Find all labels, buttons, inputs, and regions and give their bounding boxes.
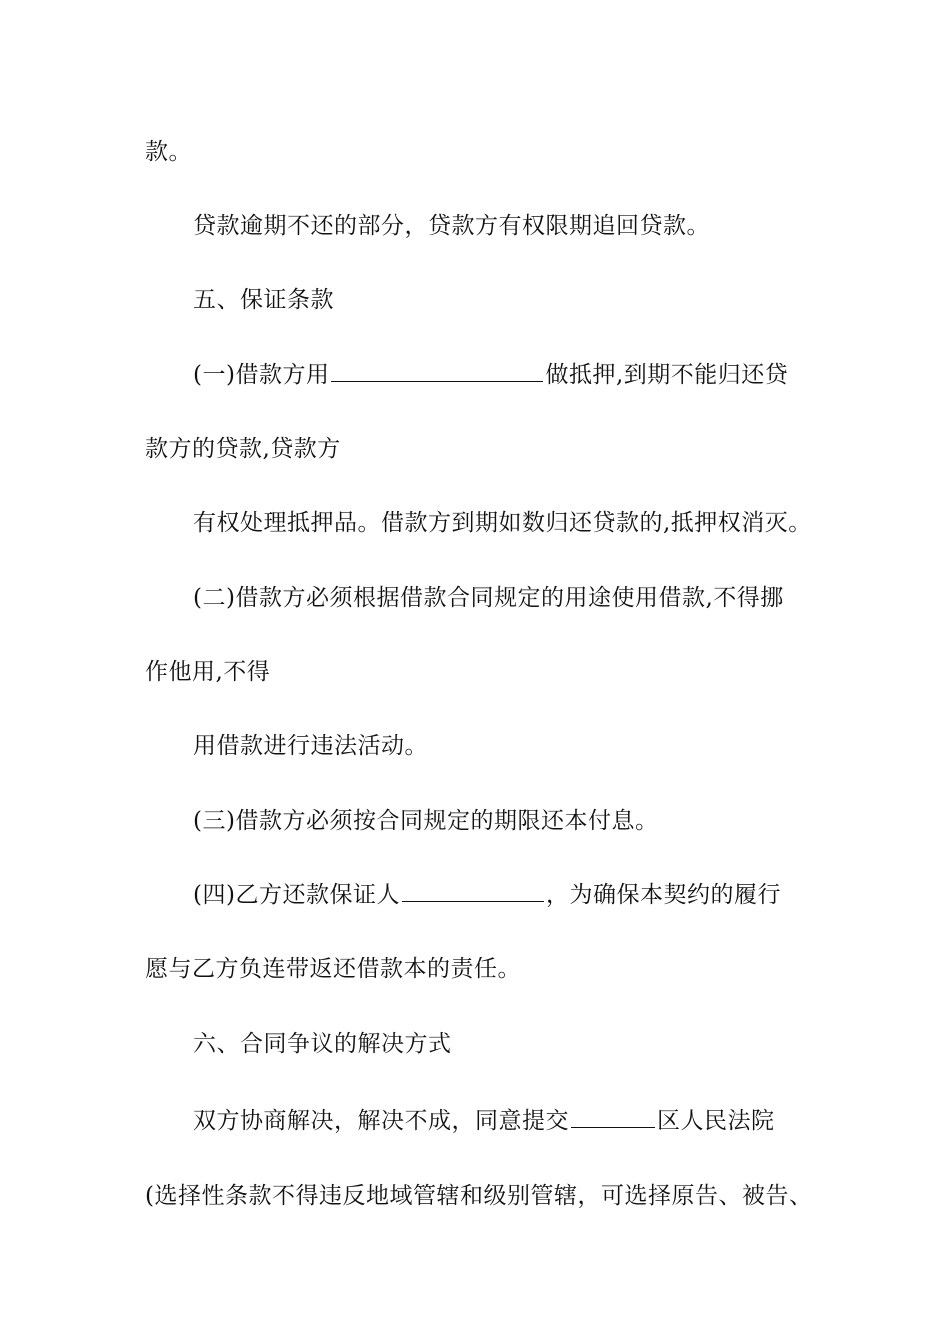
line-text: (选择性条款不得违反地域管辖和级别管辖，可选择原告、被告、 [145,1183,813,1209]
line-text: 有权处理抵押品。借款方到期如数归还贷款的,抵押权消灭。 [193,510,812,536]
line-text: 双方协商解决，解决不成，同意提交 [193,1108,569,1134]
line-text: ，为确保本契约的履行 [545,882,781,908]
paragraph-line [193,1106,775,1136]
line-text: 款。 [145,139,192,165]
line-text: (二)借款方必须根据借款合同规定的用途使用借款,不得挪 [193,585,784,611]
paragraph-line [145,434,341,464]
paragraph-line [145,954,521,984]
section-heading [193,1029,452,1059]
line-text: 做抵押,到期不能归还贷 [545,362,789,388]
fill-in-blank [571,1107,655,1128]
paragraph-line [193,731,428,761]
line-text: 用借款进行违法活动。 [193,733,428,759]
paragraph-line [193,211,710,241]
heading-text: 五、保证条款 [193,287,334,313]
clause-line [193,880,781,910]
paragraph-line [145,657,270,687]
line-text: (三)借款方必须按合同规定的期限还本付息。 [193,808,659,834]
paragraph-line [193,508,812,538]
line-text: 款方的贷款,贷款方 [145,436,341,462]
clause-line [193,360,788,390]
fill-in-blank [331,361,543,382]
heading-text: 六、合同争议的解决方式 [193,1031,452,1057]
paragraph-line [145,1181,812,1211]
line-text: (四)乙方还款保证人 [193,882,400,908]
line-text: 愿与乙方负连带返还借款本的责任。 [145,956,521,982]
line-text: 作他用,不得 [145,659,271,685]
line-text: (一)借款方用 [193,362,330,388]
fill-in-blank [402,881,544,902]
section-heading [193,285,334,315]
clause-line [193,806,658,836]
line-text: 区人民法院 [657,1108,775,1134]
clause-line [193,583,784,613]
paragraph-line [145,137,192,167]
line-text: 贷款逾期不还的部分，贷款方有权限期追回贷款。 [193,213,710,239]
